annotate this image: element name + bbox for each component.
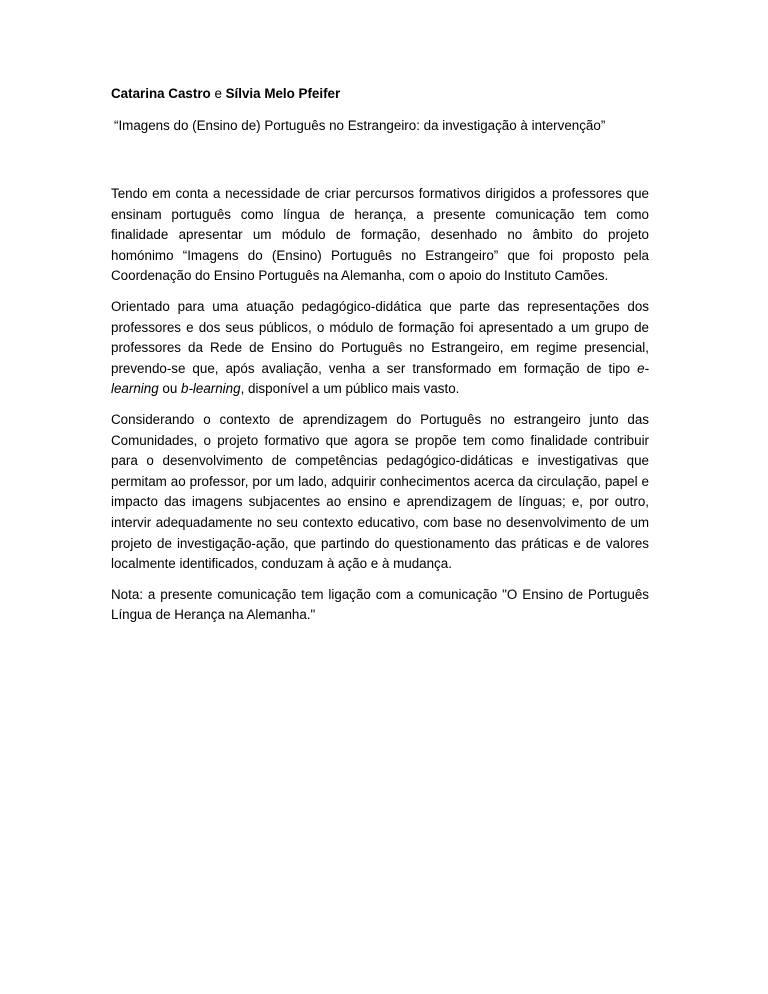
author-name-2: Sílvia Melo Pfeifer [225, 86, 341, 101]
paragraph-4-note: Nota: a presente comunicação tem ligação com a comunicação "O Ensino de Português Língua de Herança na Alemanha." [111, 586, 649, 623]
authors-line [111, 84, 649, 104]
authors-connector: e [210, 86, 226, 101]
paragraph-3: Considerando o contexto de aprendizagem do Português no estrangeiro junto das Comunidades, o projeto formativo que agora se propõe tem como finalidade contribuir para o desenvolvimento de competências pedagógico-didáticas e investigativas que permitam ao professor, por um lado, adquirir conhecimentos acerca da circulação, papel e impacto das imagens subjacentes ao ensino e aprendizagem de línguas; e, por outro, intervir adequadamente no seu contexto educativo, com base no desenvolvimento de um projeto de investigação-ação, que partindo do questionamento das práticas e de valores localmente identificados, conduzam à ação e à mudança. [111, 411, 649, 572]
b-learning-term: b-learning [181, 381, 241, 397]
document-page [111, 84, 649, 636]
paragraph-1: Tendo em conta a necessidade de criar percursos formativos dirigidos a professores que ensinam português como língua de herança, a presente comunicação tem como finalidade apresentar um módulo de formação, desenhado no âmbito do projeto homónimo “Imagens do (Ensino) Português no Estrangeiro” que foi proposto pela Coordenação do Ensino Português na Alemanha, com o apoio do Instituto Camões. [111, 186, 649, 284]
paragraph-2 [111, 297, 649, 400]
author-name-1: Catarina Castro [111, 86, 211, 101]
abstract-body [111, 184, 649, 626]
paragraph-2-mid: ou [158, 381, 181, 397]
e-learning-term: e-learning [111, 360, 649, 397]
paragraph-2-start: Orientado para uma atuação pedagógico-didática que parte das representações dos professores e dos seus públicos, o módulo de formação foi apresentado a um grupo de professores da Rede de Ensino do Português no Estrangeiro, em regime presencial, prevendo-se que, após avaliação, venha a ser transformado em formação de tipo [111, 298, 649, 376]
paragraph-2-end: , disponível a um público mais vasto. [240, 381, 460, 397]
document-title: “Imagens do (Ensino de) Português no Estrangeiro: da investigação à intervenção” [114, 118, 606, 133]
